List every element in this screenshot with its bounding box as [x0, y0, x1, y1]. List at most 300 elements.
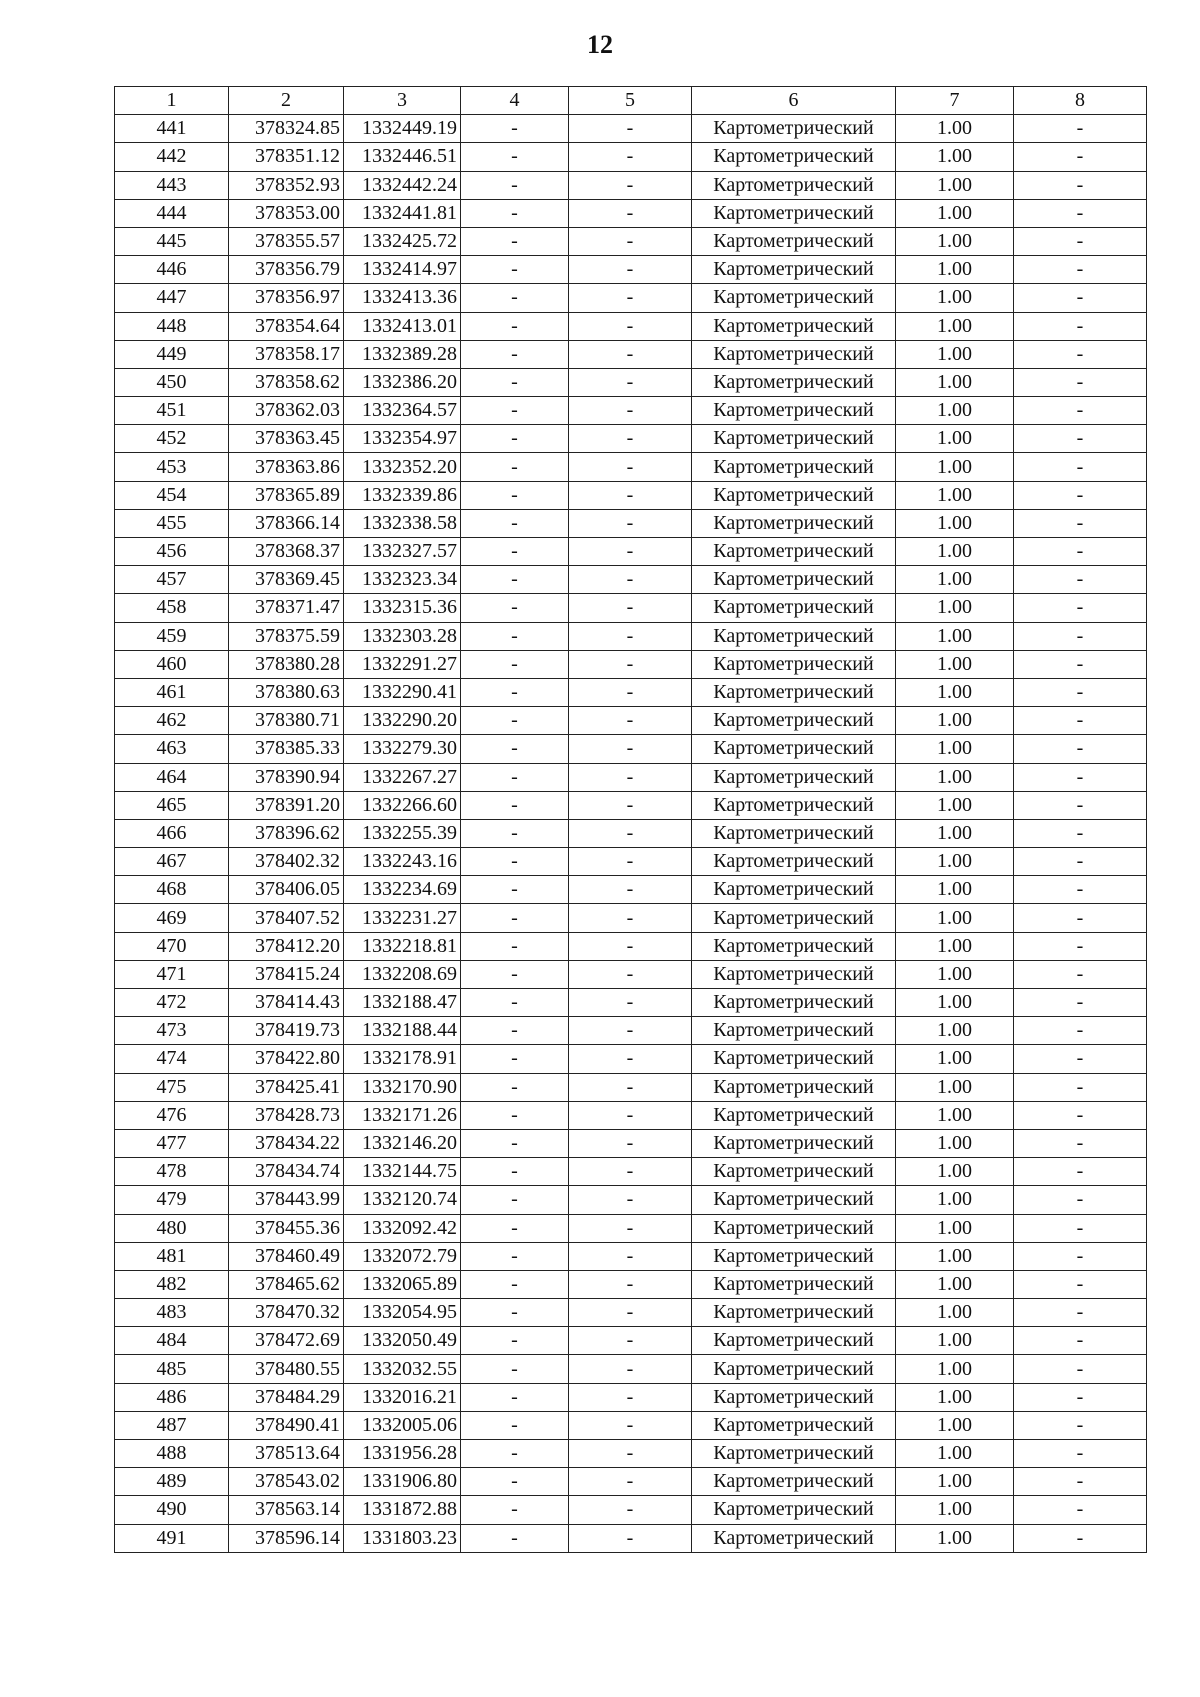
- col4-cell: -: [461, 453, 569, 481]
- col4-cell: -: [461, 1073, 569, 1101]
- y-coordinate-cell: 1332442.24: [344, 171, 461, 199]
- col5-cell: -: [569, 1524, 692, 1552]
- point-number-cell: 470: [115, 932, 229, 960]
- table-row: [115, 115, 1147, 143]
- accuracy-cell: 1.00: [896, 312, 1014, 340]
- table-row: [115, 1129, 1147, 1157]
- table-row: [115, 1411, 1147, 1439]
- table-row: [115, 481, 1147, 509]
- x-coordinate-cell: 378353.00: [229, 199, 344, 227]
- col5-cell: -: [569, 1045, 692, 1073]
- x-coordinate-cell: 378356.97: [229, 284, 344, 312]
- column-header: 5: [569, 87, 692, 115]
- accuracy-cell: 1.00: [896, 960, 1014, 988]
- col5-cell: -: [569, 1073, 692, 1101]
- y-coordinate-cell: 1332354.97: [344, 425, 461, 453]
- point-number-cell: 484: [115, 1327, 229, 1355]
- method-cell: Картометрический: [692, 1383, 896, 1411]
- col8-cell: -: [1014, 1468, 1147, 1496]
- y-coordinate-cell: 1332413.36: [344, 284, 461, 312]
- method-cell: Картометрический: [692, 1101, 896, 1129]
- y-coordinate-cell: 1332170.90: [344, 1073, 461, 1101]
- table-row: [115, 171, 1147, 199]
- table-row: [115, 650, 1147, 678]
- accuracy-cell: 1.00: [896, 1045, 1014, 1073]
- y-coordinate-cell: 1332323.34: [344, 566, 461, 594]
- col4-cell: -: [461, 509, 569, 537]
- method-cell: Картометрический: [692, 819, 896, 847]
- col4-cell: -: [461, 340, 569, 368]
- table-row: [115, 1468, 1147, 1496]
- x-coordinate-cell: 378563.14: [229, 1496, 344, 1524]
- col4-cell: -: [461, 1129, 569, 1157]
- y-coordinate-cell: 1332188.44: [344, 1017, 461, 1045]
- col4-cell: -: [461, 735, 569, 763]
- method-cell: Картометрический: [692, 481, 896, 509]
- col8-cell: -: [1014, 1073, 1147, 1101]
- x-coordinate-cell: 378358.17: [229, 340, 344, 368]
- col5-cell: -: [569, 312, 692, 340]
- col8-cell: -: [1014, 312, 1147, 340]
- table-row: [115, 1496, 1147, 1524]
- y-coordinate-cell: 1332016.21: [344, 1383, 461, 1411]
- x-coordinate-cell: 378385.33: [229, 735, 344, 763]
- y-coordinate-cell: 1332386.20: [344, 368, 461, 396]
- y-coordinate-cell: 1332290.20: [344, 707, 461, 735]
- x-coordinate-cell: 378356.79: [229, 256, 344, 284]
- method-cell: Картометрический: [692, 707, 896, 735]
- col4-cell: -: [461, 1355, 569, 1383]
- col4-cell: -: [461, 284, 569, 312]
- method-cell: Картометрический: [692, 904, 896, 932]
- method-cell: Картометрический: [692, 960, 896, 988]
- accuracy-cell: 1.00: [896, 1327, 1014, 1355]
- y-coordinate-cell: 1332120.74: [344, 1186, 461, 1214]
- table-row: [115, 1017, 1147, 1045]
- col4-cell: -: [461, 989, 569, 1017]
- accuracy-cell: 1.00: [896, 1242, 1014, 1270]
- col5-cell: -: [569, 622, 692, 650]
- method-cell: Картометрический: [692, 340, 896, 368]
- col5-cell: -: [569, 932, 692, 960]
- col5-cell: -: [569, 425, 692, 453]
- col8-cell: -: [1014, 1017, 1147, 1045]
- accuracy-cell: 1.00: [896, 397, 1014, 425]
- col4-cell: -: [461, 1101, 569, 1129]
- col4-cell: -: [461, 622, 569, 650]
- accuracy-cell: 1.00: [896, 1017, 1014, 1045]
- method-cell: Картометрический: [692, 143, 896, 171]
- col8-cell: -: [1014, 989, 1147, 1017]
- x-coordinate-cell: 378371.47: [229, 594, 344, 622]
- col4-cell: -: [461, 791, 569, 819]
- col4-cell: -: [461, 1214, 569, 1242]
- column-header: 4: [461, 87, 569, 115]
- x-coordinate-cell: 378363.86: [229, 453, 344, 481]
- col4-cell: -: [461, 707, 569, 735]
- col8-cell: -: [1014, 340, 1147, 368]
- method-cell: Картометрический: [692, 791, 896, 819]
- col5-cell: -: [569, 171, 692, 199]
- point-number-cell: 454: [115, 481, 229, 509]
- x-coordinate-cell: 378434.22: [229, 1129, 344, 1157]
- col8-cell: -: [1014, 1186, 1147, 1214]
- method-cell: Картометрический: [692, 1017, 896, 1045]
- table-row: [115, 1299, 1147, 1327]
- x-coordinate-cell: 378407.52: [229, 904, 344, 932]
- table-header-row: [115, 87, 1147, 115]
- col5-cell: -: [569, 1355, 692, 1383]
- y-coordinate-cell: 1331803.23: [344, 1524, 461, 1552]
- col8-cell: -: [1014, 453, 1147, 481]
- point-number-cell: 475: [115, 1073, 229, 1101]
- x-coordinate-cell: 378352.93: [229, 171, 344, 199]
- method-cell: Картометрический: [692, 1299, 896, 1327]
- col5-cell: -: [569, 1129, 692, 1157]
- col8-cell: -: [1014, 115, 1147, 143]
- y-coordinate-cell: 1332255.39: [344, 819, 461, 847]
- x-coordinate-cell: 378369.45: [229, 566, 344, 594]
- col5-cell: -: [569, 538, 692, 566]
- table-row: [115, 1327, 1147, 1355]
- accuracy-cell: 1.00: [896, 199, 1014, 227]
- table-row: [115, 397, 1147, 425]
- col5-cell: -: [569, 1158, 692, 1186]
- table-row: [115, 707, 1147, 735]
- point-number-cell: 445: [115, 227, 229, 255]
- table-row: [115, 1270, 1147, 1298]
- point-number-cell: 460: [115, 650, 229, 678]
- col5-cell: -: [569, 876, 692, 904]
- table-row: [115, 819, 1147, 847]
- point-number-cell: 472: [115, 989, 229, 1017]
- col5-cell: -: [569, 1411, 692, 1439]
- col8-cell: -: [1014, 1524, 1147, 1552]
- col8-cell: -: [1014, 284, 1147, 312]
- table-row: [115, 1355, 1147, 1383]
- y-coordinate-cell: 1332072.79: [344, 1242, 461, 1270]
- col8-cell: -: [1014, 1242, 1147, 1270]
- method-cell: Картометрический: [692, 650, 896, 678]
- col4-cell: -: [461, 368, 569, 396]
- x-coordinate-cell: 378425.41: [229, 1073, 344, 1101]
- point-number-cell: 482: [115, 1270, 229, 1298]
- col4-cell: -: [461, 115, 569, 143]
- column-header: 7: [896, 87, 1014, 115]
- accuracy-cell: 1.00: [896, 735, 1014, 763]
- col8-cell: -: [1014, 594, 1147, 622]
- point-number-cell: 478: [115, 1158, 229, 1186]
- x-coordinate-cell: 378472.69: [229, 1327, 344, 1355]
- method-cell: Картометрический: [692, 453, 896, 481]
- y-coordinate-cell: 1332171.26: [344, 1101, 461, 1129]
- table-row: [115, 1242, 1147, 1270]
- method-cell: Картометрический: [692, 1186, 896, 1214]
- accuracy-cell: 1.00: [896, 791, 1014, 819]
- point-number-cell: 451: [115, 397, 229, 425]
- y-coordinate-cell: 1332054.95: [344, 1299, 461, 1327]
- point-number-cell: 448: [115, 312, 229, 340]
- table-row: [115, 1214, 1147, 1242]
- accuracy-cell: 1.00: [896, 256, 1014, 284]
- col8-cell: -: [1014, 932, 1147, 960]
- col8-cell: -: [1014, 256, 1147, 284]
- col4-cell: -: [461, 1186, 569, 1214]
- method-cell: Картометрический: [692, 932, 896, 960]
- table-row: [115, 143, 1147, 171]
- y-coordinate-cell: 1332338.58: [344, 509, 461, 537]
- col8-cell: -: [1014, 481, 1147, 509]
- point-number-cell: 452: [115, 425, 229, 453]
- accuracy-cell: 1.00: [896, 538, 1014, 566]
- table-row: [115, 1073, 1147, 1101]
- point-number-cell: 479: [115, 1186, 229, 1214]
- table-row: [115, 791, 1147, 819]
- col5-cell: -: [569, 989, 692, 1017]
- x-coordinate-cell: 378596.14: [229, 1524, 344, 1552]
- table-row: [115, 368, 1147, 396]
- col4-cell: -: [461, 763, 569, 791]
- x-coordinate-cell: 378365.89: [229, 481, 344, 509]
- table-row: [115, 566, 1147, 594]
- col5-cell: -: [569, 481, 692, 509]
- col4-cell: -: [461, 594, 569, 622]
- method-cell: Картометрический: [692, 171, 896, 199]
- col4-cell: -: [461, 1270, 569, 1298]
- accuracy-cell: 1.00: [896, 1158, 1014, 1186]
- x-coordinate-cell: 378380.63: [229, 678, 344, 706]
- point-number-cell: 455: [115, 509, 229, 537]
- col8-cell: -: [1014, 199, 1147, 227]
- point-number-cell: 461: [115, 678, 229, 706]
- x-coordinate-cell: 378455.36: [229, 1214, 344, 1242]
- col5-cell: -: [569, 199, 692, 227]
- accuracy-cell: 1.00: [896, 763, 1014, 791]
- accuracy-cell: 1.00: [896, 481, 1014, 509]
- col4-cell: -: [461, 1017, 569, 1045]
- col4-cell: -: [461, 819, 569, 847]
- col5-cell: -: [569, 1214, 692, 1242]
- column-header: 1: [115, 87, 229, 115]
- accuracy-cell: 1.00: [896, 227, 1014, 255]
- x-coordinate-cell: 378375.59: [229, 622, 344, 650]
- x-coordinate-cell: 378391.20: [229, 791, 344, 819]
- col8-cell: -: [1014, 368, 1147, 396]
- table-row: [115, 1383, 1147, 1411]
- col4-cell: -: [461, 1383, 569, 1411]
- method-cell: Картометрический: [692, 397, 896, 425]
- col8-cell: -: [1014, 1158, 1147, 1186]
- accuracy-cell: 1.00: [896, 566, 1014, 594]
- col4-cell: -: [461, 312, 569, 340]
- table-row: [115, 763, 1147, 791]
- x-coordinate-cell: 378402.32: [229, 848, 344, 876]
- y-coordinate-cell: 1332234.69: [344, 876, 461, 904]
- y-coordinate-cell: 1332352.20: [344, 453, 461, 481]
- col8-cell: -: [1014, 707, 1147, 735]
- point-number-cell: 477: [115, 1129, 229, 1157]
- y-coordinate-cell: 1332092.42: [344, 1214, 461, 1242]
- point-number-cell: 465: [115, 791, 229, 819]
- x-coordinate-cell: 378358.62: [229, 368, 344, 396]
- y-coordinate-cell: 1332032.55: [344, 1355, 461, 1383]
- x-coordinate-cell: 378465.62: [229, 1270, 344, 1298]
- col5-cell: -: [569, 227, 692, 255]
- col5-cell: -: [569, 848, 692, 876]
- table-row: [115, 622, 1147, 650]
- accuracy-cell: 1.00: [896, 932, 1014, 960]
- col5-cell: -: [569, 707, 692, 735]
- table-row: [115, 1101, 1147, 1129]
- point-number-cell: 481: [115, 1242, 229, 1270]
- y-coordinate-cell: 1332208.69: [344, 960, 461, 988]
- method-cell: Картометрический: [692, 1073, 896, 1101]
- table-row: [115, 453, 1147, 481]
- col4-cell: -: [461, 256, 569, 284]
- col8-cell: -: [1014, 1440, 1147, 1468]
- accuracy-cell: 1.00: [896, 819, 1014, 847]
- y-coordinate-cell: 1332303.28: [344, 622, 461, 650]
- method-cell: Картометрический: [692, 1214, 896, 1242]
- method-cell: Картометрический: [692, 678, 896, 706]
- accuracy-cell: 1.00: [896, 1214, 1014, 1242]
- col4-cell: -: [461, 1524, 569, 1552]
- col8-cell: -: [1014, 143, 1147, 171]
- y-coordinate-cell: 1332231.27: [344, 904, 461, 932]
- col5-cell: -: [569, 566, 692, 594]
- y-coordinate-cell: 1332266.60: [344, 791, 461, 819]
- accuracy-cell: 1.00: [896, 707, 1014, 735]
- accuracy-cell: 1.00: [896, 594, 1014, 622]
- accuracy-cell: 1.00: [896, 425, 1014, 453]
- col8-cell: -: [1014, 1214, 1147, 1242]
- col4-cell: -: [461, 932, 569, 960]
- col5-cell: -: [569, 1242, 692, 1270]
- point-number-cell: 463: [115, 735, 229, 763]
- accuracy-cell: 1.00: [896, 1355, 1014, 1383]
- col4-cell: -: [461, 199, 569, 227]
- method-cell: Картометрический: [692, 425, 896, 453]
- table-row: [115, 932, 1147, 960]
- accuracy-cell: 1.00: [896, 1411, 1014, 1439]
- table-row: [115, 904, 1147, 932]
- y-coordinate-cell: 1332188.47: [344, 989, 461, 1017]
- col8-cell: -: [1014, 227, 1147, 255]
- method-cell: Картометрический: [692, 622, 896, 650]
- point-number-cell: 457: [115, 566, 229, 594]
- col5-cell: -: [569, 1496, 692, 1524]
- accuracy-cell: 1.00: [896, 622, 1014, 650]
- col5-cell: -: [569, 791, 692, 819]
- col8-cell: -: [1014, 566, 1147, 594]
- accuracy-cell: 1.00: [896, 1270, 1014, 1298]
- y-coordinate-cell: 1332178.91: [344, 1045, 461, 1073]
- point-number-cell: 489: [115, 1468, 229, 1496]
- method-cell: Картометрический: [692, 594, 896, 622]
- table-row: [115, 960, 1147, 988]
- method-cell: Картометрический: [692, 1158, 896, 1186]
- col5-cell: -: [569, 115, 692, 143]
- accuracy-cell: 1.00: [896, 1524, 1014, 1552]
- y-coordinate-cell: 1332005.06: [344, 1411, 461, 1439]
- point-number-cell: 469: [115, 904, 229, 932]
- col4-cell: -: [461, 171, 569, 199]
- method-cell: Картометрический: [692, 1440, 896, 1468]
- accuracy-cell: 1.00: [896, 904, 1014, 932]
- x-coordinate-cell: 378380.71: [229, 707, 344, 735]
- col5-cell: -: [569, 453, 692, 481]
- col5-cell: -: [569, 735, 692, 763]
- col5-cell: -: [569, 509, 692, 537]
- accuracy-cell: 1.00: [896, 1468, 1014, 1496]
- point-number-cell: 476: [115, 1101, 229, 1129]
- col8-cell: -: [1014, 1101, 1147, 1129]
- y-coordinate-cell: 1332243.16: [344, 848, 461, 876]
- y-coordinate-cell: 1332267.27: [344, 763, 461, 791]
- col4-cell: -: [461, 1440, 569, 1468]
- col5-cell: -: [569, 904, 692, 932]
- table-row: [115, 227, 1147, 255]
- point-number-cell: 486: [115, 1383, 229, 1411]
- y-coordinate-cell: 1331872.88: [344, 1496, 461, 1524]
- col5-cell: -: [569, 340, 692, 368]
- x-coordinate-cell: 378419.73: [229, 1017, 344, 1045]
- col5-cell: -: [569, 368, 692, 396]
- accuracy-cell: 1.00: [896, 1101, 1014, 1129]
- x-coordinate-cell: 378362.03: [229, 397, 344, 425]
- point-number-cell: 447: [115, 284, 229, 312]
- accuracy-cell: 1.00: [896, 1496, 1014, 1524]
- coordinates-table: [114, 86, 1147, 1553]
- page-number: 12: [587, 30, 613, 59]
- x-coordinate-cell: 378543.02: [229, 1468, 344, 1496]
- col4-cell: -: [461, 1468, 569, 1496]
- col8-cell: -: [1014, 425, 1147, 453]
- method-cell: Картометрический: [692, 1270, 896, 1298]
- accuracy-cell: 1.00: [896, 678, 1014, 706]
- table-body: [115, 115, 1147, 1553]
- point-number-cell: 450: [115, 368, 229, 396]
- accuracy-cell: 1.00: [896, 1073, 1014, 1101]
- x-coordinate-cell: 378355.57: [229, 227, 344, 255]
- method-cell: Картометрический: [692, 1355, 896, 1383]
- x-coordinate-cell: 378368.37: [229, 538, 344, 566]
- y-coordinate-cell: 1332144.75: [344, 1158, 461, 1186]
- col8-cell: -: [1014, 1411, 1147, 1439]
- method-cell: Картометрический: [692, 1468, 896, 1496]
- accuracy-cell: 1.00: [896, 1383, 1014, 1411]
- point-number-cell: 471: [115, 960, 229, 988]
- x-coordinate-cell: 378324.85: [229, 115, 344, 143]
- table-row: [115, 1045, 1147, 1073]
- table-row: [115, 989, 1147, 1017]
- col5-cell: -: [569, 1299, 692, 1327]
- column-header: 3: [344, 87, 461, 115]
- col8-cell: -: [1014, 1327, 1147, 1355]
- x-coordinate-cell: 378415.24: [229, 960, 344, 988]
- table-row: [115, 735, 1147, 763]
- accuracy-cell: 1.00: [896, 368, 1014, 396]
- col4-cell: -: [461, 1045, 569, 1073]
- col8-cell: -: [1014, 819, 1147, 847]
- table-row: [115, 509, 1147, 537]
- method-cell: Картометрический: [692, 1496, 896, 1524]
- x-coordinate-cell: 378480.55: [229, 1355, 344, 1383]
- col5-cell: -: [569, 397, 692, 425]
- col8-cell: -: [1014, 538, 1147, 566]
- col5-cell: -: [569, 1270, 692, 1298]
- y-coordinate-cell: 1332315.36: [344, 594, 461, 622]
